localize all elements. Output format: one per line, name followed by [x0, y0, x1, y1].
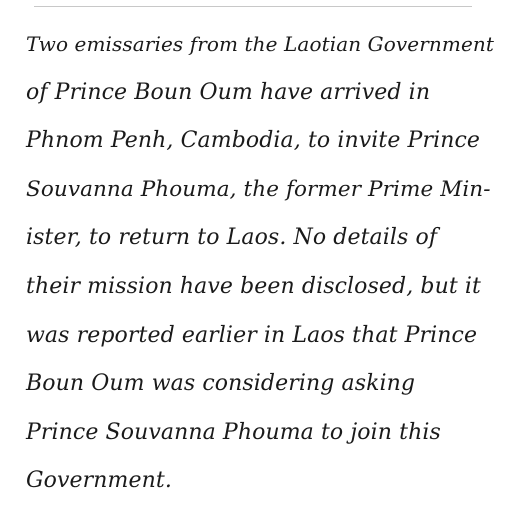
- text-line-4: Souvanna Phouma, the former Prime Min-: [26, 176, 491, 202]
- text-line-9: Prince Souvanna Phouma to join this: [26, 419, 441, 445]
- text-line-5: ister, to return to Laos. No details of: [26, 225, 438, 251]
- text-line-6: their mission have been disclosed, but it: [26, 273, 481, 299]
- text-line-8: Boun Oum was considering asking: [26, 371, 416, 397]
- text-line-10: Government.: [26, 468, 172, 494]
- text-line-7: was reported earlier in Laos that Prince: [26, 322, 478, 348]
- text-line-1: Two emissaries from the Laotian Government: [26, 32, 494, 56]
- text-line-2: of Prince Boun Oum have arrived in: [26, 79, 431, 105]
- text-line-3: Phnom Penh, Cambodia, to invite Prince: [26, 128, 481, 154]
- handwritten-text: [26, 20, 496, 506]
- top-rule-line: [34, 6, 472, 7]
